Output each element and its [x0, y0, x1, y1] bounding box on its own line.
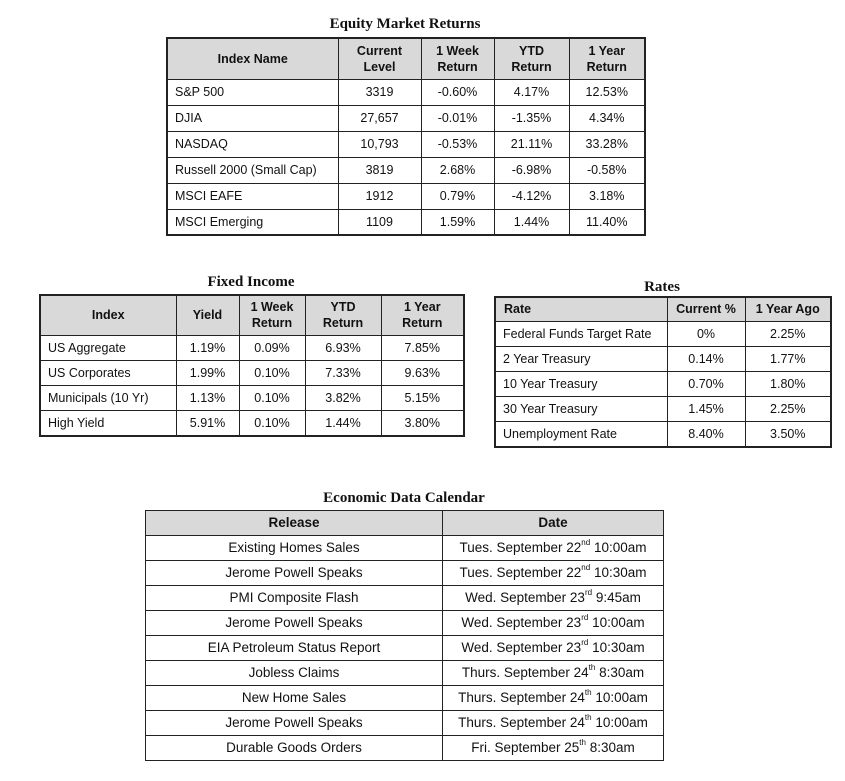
fixed-income-cell: 1.99% — [176, 360, 239, 385]
calendar-row — [146, 561, 664, 586]
equity-row — [167, 183, 645, 209]
calendar-date-time: 10:30am — [593, 565, 647, 580]
equity-cell: 3319 — [338, 79, 421, 105]
rates-row — [495, 396, 831, 421]
equity-row — [167, 105, 645, 131]
calendar-date-time: 9:45am — [595, 590, 641, 605]
calendar-date-day: Tues. September 22 — [459, 540, 582, 555]
calendar-date-day: Wed. September 23 — [461, 640, 582, 655]
calendar-date-ordinal: th — [579, 738, 586, 747]
rates-cell: 2.25% — [745, 396, 831, 421]
rates-row — [495, 346, 831, 371]
calendar-release: Durable Goods Orders — [146, 736, 443, 761]
equity-header-1-week-return: 1 Week Return — [421, 38, 494, 79]
calendar-date-ordinal: th — [588, 663, 596, 672]
fixed-income-cell: 7.85% — [381, 335, 464, 360]
fixed-income-cell: 5.15% — [381, 385, 464, 410]
rates-cell: Unemployment Rate — [495, 421, 667, 447]
rates-cell: 8.40% — [667, 421, 745, 447]
calendar-date-time: 10:00am — [595, 715, 648, 730]
calendar-release: EIA Petroleum Status Report — [146, 636, 443, 661]
equity-cell: Russell 2000 (Small Cap) — [167, 157, 338, 183]
calendar-date-time: 10:00am — [595, 690, 648, 705]
fixed-income-table — [39, 294, 465, 437]
calendar-row — [146, 536, 664, 561]
fixed-income-row — [40, 360, 464, 385]
calendar-date-day: Fri. September 25 — [471, 740, 580, 755]
rates-cell: 1.80% — [745, 371, 831, 396]
equity-cell: DJIA — [167, 105, 338, 131]
calendar-header-date: Date — [443, 511, 664, 536]
calendar-release: Jerome Powell Speaks — [146, 561, 443, 586]
rates-cell: Federal Funds Target Rate — [495, 321, 667, 346]
rates-header-rate: Rate — [495, 297, 667, 321]
rates-header-row — [495, 297, 831, 321]
calendar-date — [443, 661, 664, 686]
calendar-release: Existing Homes Sales — [146, 536, 443, 561]
calendar-date-time: 10:00am — [592, 615, 645, 630]
calendar-date — [443, 686, 664, 711]
calendar-date — [443, 561, 664, 586]
fixed-income-title: Fixed Income — [207, 274, 295, 290]
equity-row — [167, 157, 645, 183]
calendar-title: Economic Data Calendar — [323, 490, 485, 506]
rates-cell: 2 Year Treasury — [495, 346, 667, 371]
calendar-date-time: 8:30am — [599, 665, 645, 680]
calendar-date — [443, 586, 664, 611]
rates-header-current: Current % — [667, 297, 745, 321]
fixed-income-cell: 0.10% — [239, 360, 305, 385]
equity-row — [167, 209, 645, 235]
calendar-date — [443, 736, 664, 761]
rates-cell: 3.50% — [745, 421, 831, 447]
equity-header-row — [167, 38, 645, 79]
rates-cell: 30 Year Treasury — [495, 396, 667, 421]
calendar-date-time: 8:30am — [589, 740, 635, 755]
fixed-income-header-row — [40, 295, 464, 335]
rates-cell: 0% — [667, 321, 745, 346]
rates-row — [495, 421, 831, 447]
calendar-release: PMI Composite Flash — [146, 586, 443, 611]
fixed-income-cell: 9.63% — [381, 360, 464, 385]
fixed-income-body — [40, 335, 464, 436]
fixed-income-row — [40, 410, 464, 436]
equity-cell: -0.60% — [421, 79, 494, 105]
calendar-date-ordinal: th — [584, 688, 592, 697]
equity-cell: 1.59% — [421, 209, 494, 235]
equity-cell: NASDAQ — [167, 131, 338, 157]
rates-cell: 10 Year Treasury — [495, 371, 667, 396]
fixed-income-header-ytd-return: YTD Return — [305, 295, 381, 335]
equity-cell: -1.35% — [494, 105, 569, 131]
calendar-date-day: Thurs. September 24 — [458, 690, 585, 705]
calendar-date — [443, 636, 664, 661]
equity-cell: 3.18% — [569, 183, 645, 209]
equity-cell: MSCI Emerging — [167, 209, 338, 235]
calendar-row — [146, 736, 664, 761]
equity-table — [166, 37, 646, 236]
fixed-income-cell: 1.19% — [176, 335, 239, 360]
calendar-row — [146, 636, 664, 661]
calendar-date-day: Tues. September 22 — [459, 565, 582, 580]
fixed-income-row — [40, 385, 464, 410]
calendar-body — [146, 536, 664, 761]
rates-title: Rates — [644, 279, 680, 295]
equity-header-current-level: Current Level — [338, 38, 421, 79]
equity-cell: -6.98% — [494, 157, 569, 183]
fixed-income-cell: High Yield — [40, 410, 176, 436]
calendar-header-release: Release — [146, 511, 443, 536]
rates-cell: 0.14% — [667, 346, 745, 371]
fixed-income-cell: 1.44% — [305, 410, 381, 436]
equity-cell: 10,793 — [338, 131, 421, 157]
equity-cell: S&P 500 — [167, 79, 338, 105]
equity-cell: -0.01% — [421, 105, 494, 131]
calendar-table — [145, 510, 664, 761]
rates-header-1-year-ago: 1 Year Ago — [745, 297, 831, 321]
calendar-date-ordinal: rd — [581, 638, 589, 647]
fixed-income-cell: 6.93% — [305, 335, 381, 360]
calendar-release: Jerome Powell Speaks — [146, 611, 443, 636]
calendar-date-day: Wed. September 23 — [461, 615, 582, 630]
rates-body — [495, 321, 831, 447]
equity-cell: 4.34% — [569, 105, 645, 131]
equity-cell: -0.58% — [569, 157, 645, 183]
calendar-release: New Home Sales — [146, 686, 443, 711]
equity-cell: 12.53% — [569, 79, 645, 105]
equity-body — [167, 79, 645, 235]
equity-cell: 1109 — [338, 209, 421, 235]
calendar-date-ordinal: nd — [581, 563, 591, 572]
fixed-income-header-1-week-return: 1 Week Return — [239, 295, 305, 335]
fixed-income-cell: 0.10% — [239, 410, 305, 436]
fixed-income-cell: 3.82% — [305, 385, 381, 410]
rates-row — [495, 371, 831, 396]
equity-cell: 33.28% — [569, 131, 645, 157]
equity-header-index-name: Index Name — [167, 38, 338, 79]
calendar-row — [146, 686, 664, 711]
equity-header-1-year-return: 1 Year Return — [569, 38, 645, 79]
calendar-header-row — [146, 511, 664, 536]
equity-cell: 0.79% — [421, 183, 494, 209]
equity-row — [167, 79, 645, 105]
fixed-income-cell: US Corporates — [40, 360, 176, 385]
equity-row — [167, 131, 645, 157]
calendar-row — [146, 611, 664, 636]
rates-table — [494, 296, 832, 448]
calendar-date-time: 10:00am — [593, 540, 647, 555]
calendar-date-day: Thurs. September 24 — [458, 715, 585, 730]
fixed-income-header-yield: Yield — [176, 295, 239, 335]
rates-cell: 1.45% — [667, 396, 745, 421]
calendar-row — [146, 586, 664, 611]
fixed-income-cell: 0.10% — [239, 385, 305, 410]
equity-cell: 2.68% — [421, 157, 494, 183]
equity-cell: 4.17% — [494, 79, 569, 105]
calendar-date — [443, 611, 664, 636]
fixed-income-header-1-year-return: 1 Year Return — [381, 295, 464, 335]
equity-header-ytd-return: YTD Return — [494, 38, 569, 79]
calendar-date — [443, 711, 664, 736]
fixed-income-header-index: Index — [40, 295, 176, 335]
calendar-date — [443, 536, 664, 561]
calendar-date-time: 10:30am — [592, 640, 645, 655]
calendar-date-day: Thurs. September 24 — [461, 665, 589, 680]
fixed-income-cell: Municipals (10 Yr) — [40, 385, 176, 410]
calendar-row — [146, 711, 664, 736]
equity-cell: 11.40% — [569, 209, 645, 235]
calendar-date-ordinal: rd — [584, 588, 593, 597]
rates-row — [495, 321, 831, 346]
equity-cell: -4.12% — [494, 183, 569, 209]
fixed-income-row — [40, 335, 464, 360]
equity-cell: 27,657 — [338, 105, 421, 131]
calendar-date-ordinal: th — [584, 713, 592, 722]
calendar-release: Jerome Powell Speaks — [146, 711, 443, 736]
calendar-row — [146, 661, 664, 686]
fixed-income-cell: 5.91% — [176, 410, 239, 436]
calendar-date-day: Wed. September 23 — [465, 590, 585, 605]
calendar-release: Jobless Claims — [146, 661, 443, 686]
equity-cell: 21.11% — [494, 131, 569, 157]
rates-cell: 0.70% — [667, 371, 745, 396]
equity-cell: 1.44% — [494, 209, 569, 235]
rates-cell: 2.25% — [745, 321, 831, 346]
fixed-income-cell: US Aggregate — [40, 335, 176, 360]
fixed-income-cell: 7.33% — [305, 360, 381, 385]
calendar-date-ordinal: rd — [581, 613, 589, 622]
equity-cell: -0.53% — [421, 131, 494, 157]
equity-title: Equity Market Returns — [329, 16, 481, 32]
rates-cell: 1.77% — [745, 346, 831, 371]
fixed-income-cell: 3.80% — [381, 410, 464, 436]
equity-cell: MSCI EAFE — [167, 183, 338, 209]
calendar-date-ordinal: nd — [581, 538, 591, 547]
equity-cell: 3819 — [338, 157, 421, 183]
equity-cell: 1912 — [338, 183, 421, 209]
fixed-income-cell: 0.09% — [239, 335, 305, 360]
fixed-income-cell: 1.13% — [176, 385, 239, 410]
